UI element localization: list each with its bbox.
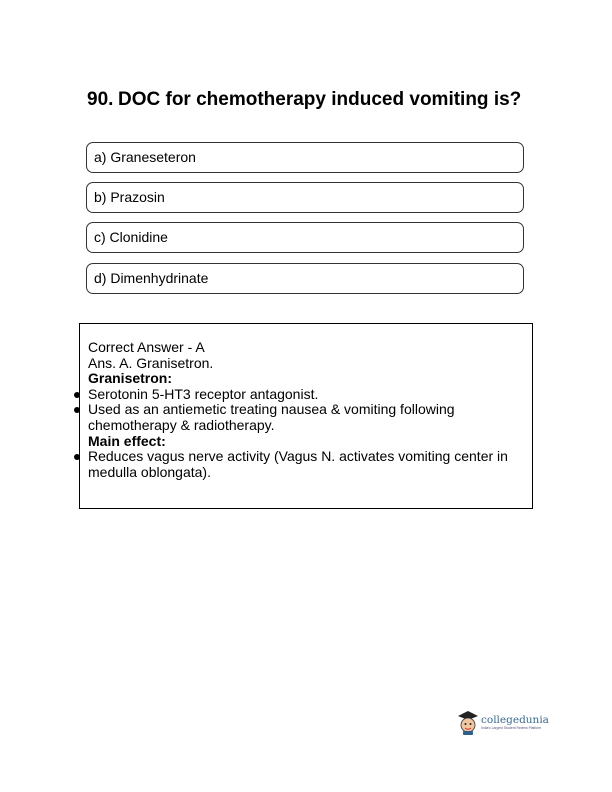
question-number: 90. <box>87 89 114 110</box>
logo-text <box>481 715 549 731</box>
bullet-dot-icon <box>74 454 80 460</box>
bullet-dot-icon <box>74 392 80 398</box>
bullet-item <box>88 387 528 403</box>
option-d[interactable]: d) Dimenhydrinate <box>86 263 524 294</box>
option-c[interactable]: c) Clonidine <box>86 222 524 253</box>
bullet-text: Used as an antiemetic treating nausea & vomiting following chemotherapy & radiotherapy. <box>88 401 455 433</box>
answer-line: Ans. A. Granisetron. <box>88 354 214 371</box>
bullet-text: Serotonin 5-HT3 receptor antagonist. <box>88 385 319 402</box>
bullet-item <box>88 402 528 433</box>
section-heading-main-effect: Main effect: <box>88 432 166 449</box>
answer-box <box>79 323 533 509</box>
answer-content <box>88 340 528 480</box>
bullet-text: Reduces vagus nerve activity (Vagus N. activates vomiting center in medulla oblongata). <box>88 448 508 480</box>
mascot-icon <box>456 710 480 736</box>
question-text: DOC for chemotherapy induced vomiting is? <box>118 89 522 110</box>
logo-brand: collegedunia <box>481 714 549 726</box>
bullet-dot-icon <box>74 407 80 413</box>
collegedunia-logo <box>456 708 560 738</box>
option-b[interactable]: b) Prazosin <box>86 182 524 213</box>
question-heading <box>87 88 527 111</box>
section-heading-granisetron: Granisetron: <box>88 370 173 387</box>
logo-tagline: India's Largest Student Review Platform <box>481 726 542 730</box>
option-a[interactable]: a) Graneseteron <box>86 142 524 173</box>
correct-answer: Correct Answer - A <box>88 339 205 355</box>
bullet-item <box>88 449 528 480</box>
